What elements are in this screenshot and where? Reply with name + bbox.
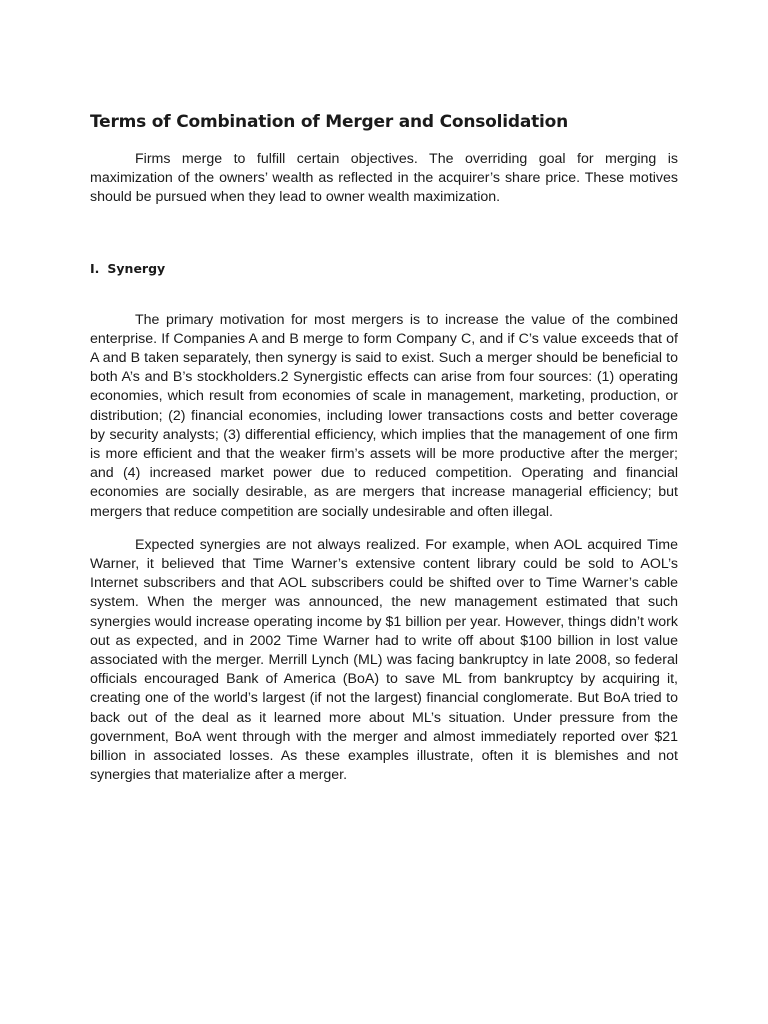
section-paragraph-2: Expected synergies are not always realized. For example, when AOL acquired Time Warner, it believed that Time Warner’s extensive content library could be sold to AOL’s Internet subscribers and that AOL subscribers could be shifted over to Time Warner’s cable system. When the merger was announced, the new management estimated that such synergies would increase operating income by $1 billion per year. However, things didn’t work out as expected, and in 2002 Time Warner had to write off about $100 billion in lost value associated with the merger. Merrill Lynch (ML) was facing bankruptcy in late 2008, so federal officials encouraged Bank of America (BoA) to save ML from bankruptcy by acquiring it, creating one of the world’s largest (if not the largest) financial conglomerate. But BoA tried to back out of the deal as it learned more about ML’s situation. Under pressure from the government, BoA went through with the merger and almost immediately reported over $21 billion in associated losses. As these examples illustrate, often it is blemishes and not synergies that materialize after a merger. (90, 536, 678, 784)
document-title: Terms of Combination of Merger and Consolidation (90, 112, 569, 132)
document-page (90, 110, 678, 785)
section-heading (90, 260, 678, 278)
section-title: Synergy (107, 260, 166, 276)
section-paragraph-1: The primary motivation for most mergers is to increase the value of the combined enterprise. If Companies A and B merge to form Company C, and if C’s value exceeds that of A and B taken separately, then synergy is said to exist. Such a merger should be beneficial to both A’s and B’s stockholders.2 Synergistic effects can arise from four sources: (1) operating economies, which result from economies of scale in management, marketing, production, or distribution; (2) financial economies, including lower transactions costs and better coverage by security analysts; (3) differential efficiency, which implies that the management of one firm is more efficient and that the weaker firm’s assets will be more productive after the merger; and (4) increased market power due to reduced competition. Operating and financial economies are socially desirable, as are mergers that increase managerial efficiency; but mergers that reduce competition are socially undesirable and often illegal. (90, 311, 678, 520)
section-number: I. (90, 260, 100, 276)
intro-paragraph: Firms merge to fulfill certain objectives. The overriding goal for merging is maximization of the owners’ wealth as reflected in the acquirer’s share price. These motives should be pursued when they lead to owner wealth maximization. (90, 151, 678, 206)
